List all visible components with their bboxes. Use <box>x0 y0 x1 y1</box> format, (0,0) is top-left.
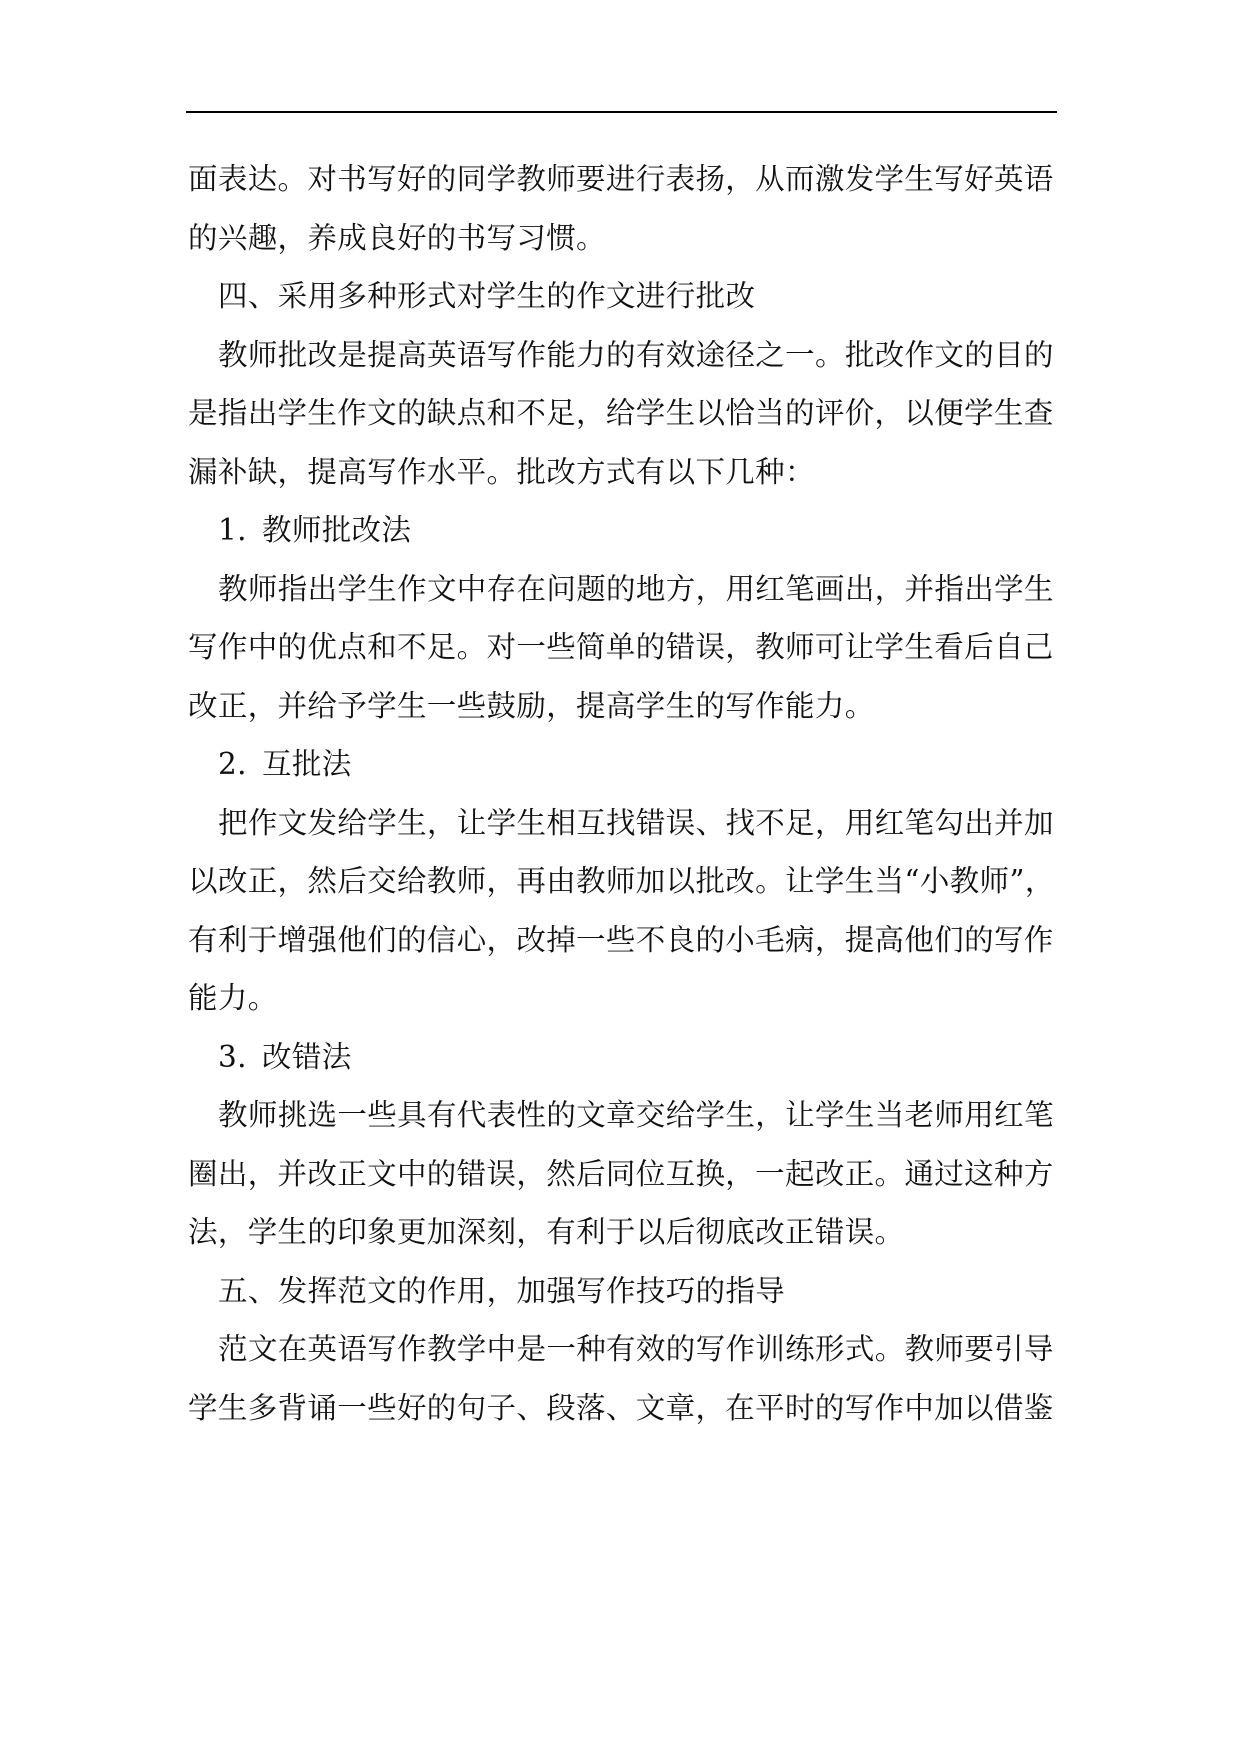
paragraph-line: 的兴趣，养成良好的书写习惯。 <box>188 220 606 255</box>
list-number: 1. <box>218 513 247 547</box>
paragraph-line: 教师指出学生作文中存在问题的地方，用红笔画出，并指出学生 <box>218 571 1054 606</box>
section-heading-five: 五、发挥范文的作用，加强写作技巧的指导 <box>218 1273 786 1308</box>
list-item-error-correction <box>188 1028 1068 1087</box>
paragraph-line: 以改正，然后交给教师，再由教师加以批改。让学生当“小教师”， <box>188 864 1055 898</box>
paragraph-line: 改正，并给予学生一些鼓励，提高学生的写作能力。 <box>188 688 875 723</box>
list-title: 教师批改法 <box>262 513 412 547</box>
list-number: 2. <box>218 747 247 781</box>
section-heading-four: 四、采用多种形式对学生的作文进行批改 <box>218 279 756 313</box>
paragraph-line: 能力。 <box>188 981 278 1015</box>
paragraph-line: 有利于增强他们的信心，改掉一些不良的小毛病，提高他们的写作 <box>188 922 1054 957</box>
document-body <box>188 150 1068 1437</box>
header-rule <box>186 111 1057 113</box>
paragraph-line: 面表达。对书写好的同学教师要进行表扬，从而激发学生写好英语 <box>188 162 1054 196</box>
list-title: 互批法 <box>262 747 352 781</box>
list-title: 改错法 <box>262 1039 352 1074</box>
list-item-teacher-correction <box>188 501 1068 560</box>
paragraph-line: 漏补缺，提高写作水平。批改方式有以下几种： <box>188 454 815 489</box>
paragraph-line: 教师批改是提高英语写作能力的有效途径之一。批改作文的目的 <box>218 337 1054 372</box>
paragraph-line: 范文在英语写作教学中是一种有效的写作训练形式。教师要引导 <box>218 1332 1054 1366</box>
paragraph-line: 法，学生的印象更加深刻，有利于以后彻底改正错误。 <box>188 1215 905 1249</box>
list-item-peer-correction <box>188 735 1068 794</box>
paragraph-line: 是指出学生作文的缺点和不足，给学生以恰当的评价，以便学生查 <box>188 396 1054 430</box>
paragraph-line: 圈出，并改正文中的错误，然后同位互换，一起改正。通过这种方 <box>188 1156 1054 1191</box>
list-number: 3. <box>218 1039 247 1074</box>
paragraph-line: 教师挑选一些具有代表性的文章交给学生，让学生当老师用红笔 <box>218 1098 1054 1132</box>
paragraph-line: 写作中的优点和不足。对一些简单的错误，教师可让学生看后自己 <box>188 630 1054 664</box>
paragraph-line: 学生多背诵一些好的句子、段落、文章，在平时的写作中加以借鉴 <box>188 1390 1054 1425</box>
paragraph-line: 把作文发给学生，让学生相互找错误、找不足，用红笔勾出并加 <box>218 805 1054 840</box>
